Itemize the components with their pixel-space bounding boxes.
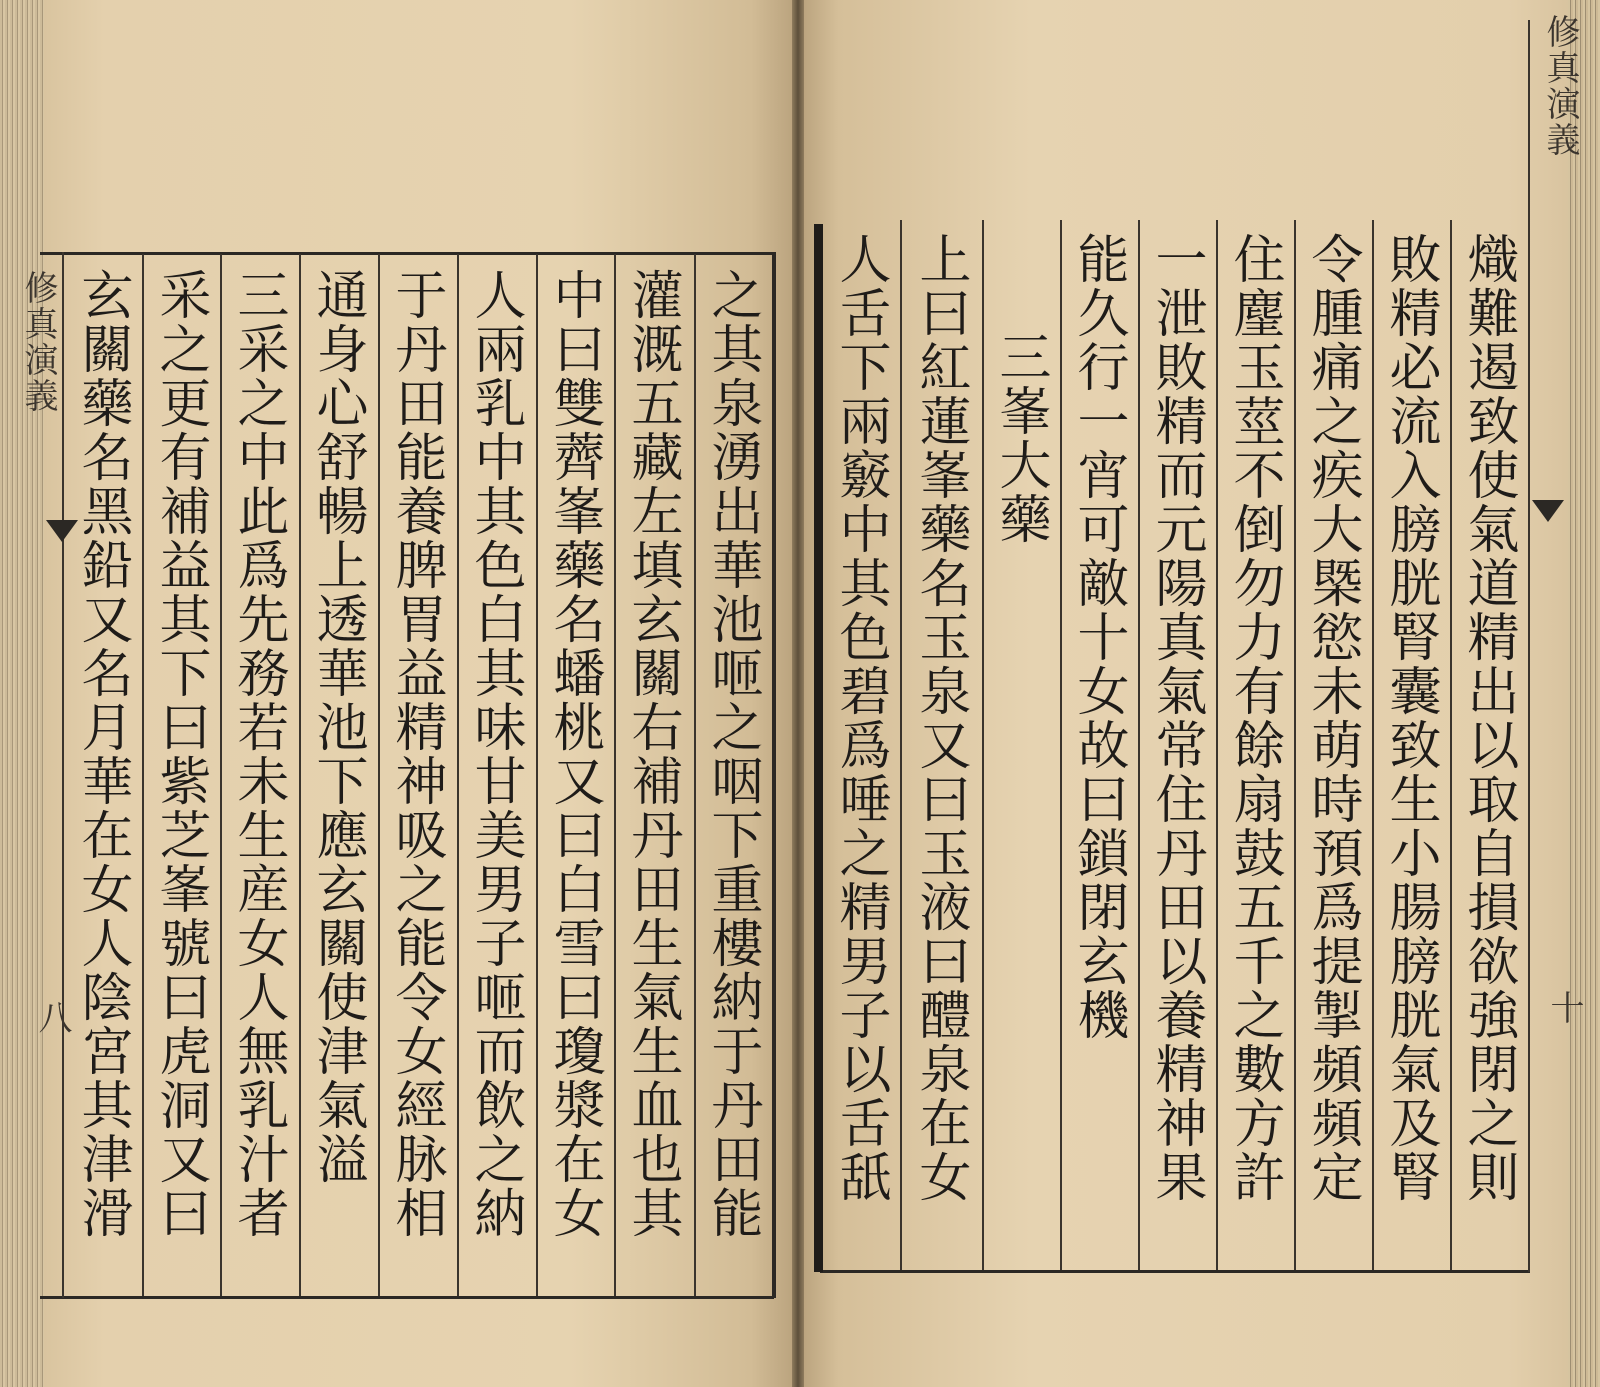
right-text-column-6: 能久行一宵可敵十女故曰鎖閉玄機 (1068, 232, 1128, 1042)
left-text-column-4: 人兩乳中其色白其味甘美男子咂而飲之納 (465, 268, 525, 1240)
left-col-rule (614, 254, 616, 1296)
book-gutter (792, 0, 804, 1387)
right-text-column-9: 人舌下兩竅中其色碧爲唾之精男子以舌舐 (830, 232, 890, 1204)
left-text-column-1: 之其泉湧出華池咂之咽下重樓納于丹田能 (702, 268, 762, 1240)
left-text-column-8: 采之更有補益其下曰紫芝峯號曰虎洞又曰 (150, 268, 210, 1240)
left-col-rule (378, 254, 380, 1296)
left-col-rule (142, 254, 144, 1296)
right-leaf-edges (1568, 0, 1600, 1387)
left-margin-title: 修真演義 (18, 270, 58, 414)
right-col-rule (1216, 220, 1218, 1270)
right-col-rule (1450, 220, 1452, 1270)
right-col-rule (1372, 220, 1374, 1270)
left-text-column-6: 通身心舒暢上透華池下應玄關使津氣溢 (307, 268, 367, 1186)
right-margin-title: 修真演義 (1540, 14, 1580, 158)
left-folio: 八 (32, 1000, 72, 1034)
right-section-heading: 三峯大藥 (990, 330, 1050, 546)
left-col-rule (220, 254, 222, 1296)
right-text-column-2: 敗精必流入膀胱腎囊致生小腸膀胱氣及腎 (1380, 232, 1440, 1204)
right-text-column-5: 一泄敗精而元陽真氣常住丹田以養精神果 (1146, 232, 1206, 1204)
right-col-rule (1138, 220, 1140, 1270)
left-col-rule (299, 254, 301, 1296)
right-text-column-1: 熾難遏致使氣道精出以取自損欲強閉之則 (1458, 232, 1518, 1204)
left-frame-outer-rule (772, 252, 776, 1298)
left-frame-top-rule (40, 252, 774, 255)
left-text-column-2: 灌溉五藏左填玄關右補丹田生氣生血也其 (622, 268, 682, 1240)
left-text-column-7: 三采之中此爲先務若未生産女人無乳汁者 (228, 268, 288, 1240)
left-text-column-9: 玄關藥名黑鉛又名月華在女人陰宮其津滑 (72, 268, 132, 1240)
right-col-rule (982, 220, 984, 1270)
right-frame-inner-rule (1528, 20, 1530, 1272)
right-col-rule (900, 220, 902, 1270)
right-col-rule (1294, 220, 1296, 1270)
left-text-column-3: 中曰雙薺峯藥名蟠桃又曰白雪曰瓊漿在女 (544, 268, 604, 1240)
right-text-column-8: 上曰紅蓮峯藥名玉泉又曰玉液曰醴泉在女 (910, 232, 970, 1204)
left-frame-bottom-rule (40, 1296, 774, 1299)
left-col-rule (694, 254, 696, 1296)
right-fishtail-mark (1532, 500, 1564, 522)
right-frame-bottom-rule (820, 1270, 1530, 1273)
left-col-rule (457, 254, 459, 1296)
right-text-column-4: 住麈玉莖不倒勿力有餘扇鼓五千之數方許 (1224, 232, 1284, 1204)
right-folio: 十 (1544, 990, 1584, 1024)
left-col-rule (536, 254, 538, 1296)
right-text-column-3: 令腫痛之疾大槩慾未萌時預爲提掣頻頻定 (1302, 232, 1362, 1204)
left-text-column-5: 于丹田能養脾胃益精神吸之能令女經脉相 (386, 268, 446, 1240)
right-frame-outer-rule (814, 224, 823, 1272)
right-col-rule (1060, 220, 1062, 1270)
